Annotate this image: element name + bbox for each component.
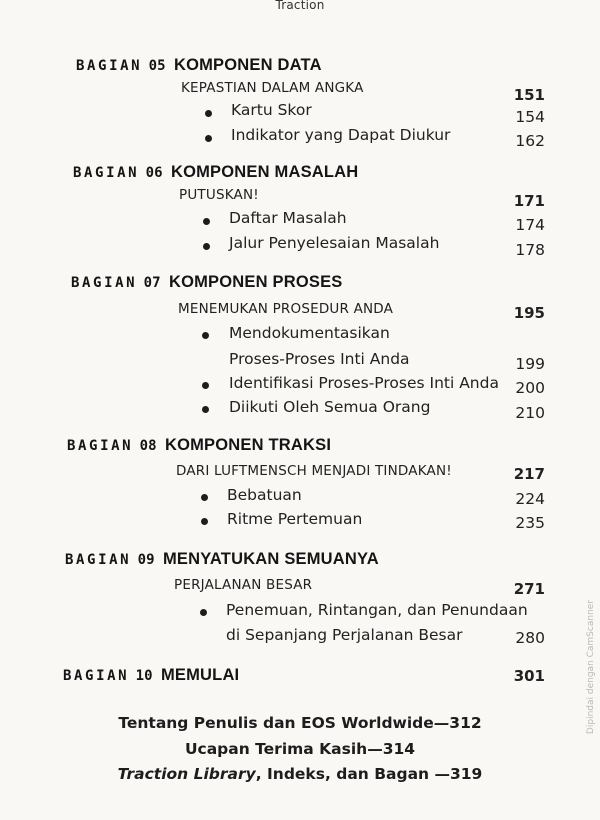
item-page: 235 xyxy=(515,514,545,532)
part-heading xyxy=(76,56,322,75)
bullet-icon xyxy=(202,406,209,413)
part-label: BAGIAN xyxy=(71,275,138,291)
bullet-icon xyxy=(202,382,209,389)
toc-item: Kartu Skor xyxy=(231,101,312,119)
bullet-icon xyxy=(201,494,208,501)
chapter-title: PUTUSKAN! xyxy=(179,187,259,203)
toc-item: Ritme Pertemuan xyxy=(227,510,363,528)
chapter-page: 151 xyxy=(513,86,545,104)
toc-item: Jalur Penyelesaian Masalah xyxy=(229,234,440,252)
bullet-icon xyxy=(200,609,207,616)
part-title: KOMPONEN DATA xyxy=(173,56,322,74)
item-page: 280 xyxy=(515,629,545,647)
bullet-icon xyxy=(205,110,212,117)
chapter-page: 301 xyxy=(513,667,545,685)
part-heading xyxy=(71,273,342,292)
item-page: 200 xyxy=(515,379,545,397)
chapter-title: PERJALANAN BESAR xyxy=(174,577,313,593)
toc-item: Mendokumentasikan xyxy=(229,324,390,342)
part-title: KOMPONEN MASALAH xyxy=(170,163,359,181)
toc-item-continued: di Sepanjang Perjalanan Besar xyxy=(226,626,463,644)
item-page: 224 xyxy=(515,490,545,508)
part-label: BAGIAN xyxy=(76,58,143,74)
end-matter-italic: Traction Library xyxy=(117,765,256,783)
end-matter-rest: , Indeks, dan Bagan —319 xyxy=(255,765,483,783)
part-title: KOMPONEN PROSES xyxy=(168,273,343,291)
toc-item: Bebatuan xyxy=(227,486,302,504)
toc-item-continued: Proses-Proses Inti Anda xyxy=(229,350,410,368)
chapter-page: 217 xyxy=(513,465,545,483)
bullet-icon xyxy=(203,243,210,250)
part-number: 10 xyxy=(135,668,153,684)
bullet-icon xyxy=(203,218,210,225)
bullet-icon xyxy=(202,332,209,339)
part-title: KOMPONEN TRAKSI xyxy=(164,436,332,454)
bullet-icon xyxy=(205,135,212,142)
part-label: BAGIAN xyxy=(67,438,134,454)
part-heading xyxy=(63,666,239,685)
running-head: Traction xyxy=(275,0,325,12)
part-label: BAGIAN xyxy=(63,668,130,684)
item-page: 174 xyxy=(515,216,545,234)
toc-item: Identifikasi Proses-Proses Inti Anda xyxy=(229,374,499,392)
end-matter-library xyxy=(0,765,600,783)
toc-item: Indikator yang Dapat Diukur xyxy=(231,126,451,144)
part-number: 07 xyxy=(143,275,161,291)
part-number: 05 xyxy=(148,58,166,74)
scanner-watermark: Dipindai dengan CamScanner xyxy=(586,600,596,735)
chapter-title: DARI LUFTMENSCH MENJADI TINDAKAN! xyxy=(176,463,452,479)
end-matter-acknowledgements: Ucapan Terima Kasih—314 xyxy=(184,740,416,758)
item-page: 162 xyxy=(515,132,545,150)
toc-item: Daftar Masalah xyxy=(229,209,347,227)
part-label: BAGIAN xyxy=(65,552,132,568)
part-number: 09 xyxy=(137,552,155,568)
part-title: MENYATUKAN SEMUANYA xyxy=(162,550,379,568)
part-heading xyxy=(73,163,358,182)
item-page: 199 xyxy=(515,355,545,373)
item-page: 210 xyxy=(515,404,545,422)
part-heading xyxy=(65,550,379,569)
chapter-title: MENEMUKAN PROSEDUR ANDA xyxy=(178,301,394,317)
chapter-title: KEPASTIAN DALAM ANGKA xyxy=(181,80,364,96)
chapter-page: 195 xyxy=(513,304,545,322)
toc-item: Penemuan, Rintangan, dan Penundaan xyxy=(226,601,528,619)
chapter-page: 171 xyxy=(513,192,545,210)
part-label: BAGIAN xyxy=(73,165,140,181)
part-number: 06 xyxy=(145,165,163,181)
part-number: 08 xyxy=(139,438,157,454)
toc-item: Diikuti Oleh Semua Orang xyxy=(229,398,431,416)
chapter-page: 271 xyxy=(513,580,545,598)
item-page: 178 xyxy=(515,241,545,259)
bullet-icon xyxy=(201,518,208,525)
end-matter-author: Tentang Penulis dan EOS Worldwide—312 xyxy=(118,714,482,732)
part-heading xyxy=(67,436,331,455)
part-title: MEMULAI xyxy=(160,666,240,684)
item-page: 154 xyxy=(515,108,545,126)
